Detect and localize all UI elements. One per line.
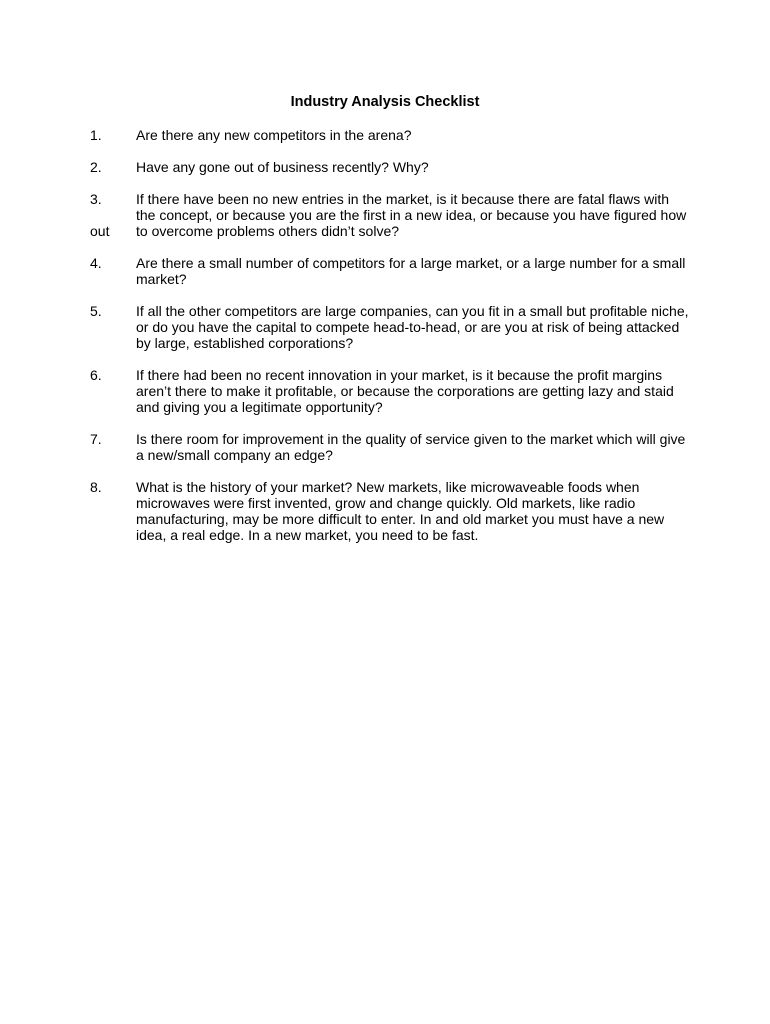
item-text: Is there room for improvement in the quality of service given to the market which will give a new/small company an edge? — [136, 431, 686, 463]
checklist-item-8 — [90, 479, 690, 543]
checklist-item-3 — [90, 191, 690, 239]
checklist-item-4 — [90, 255, 690, 287]
item-number: 3. — [90, 191, 102, 207]
item-text: Are there any new competitors in the arena? — [136, 127, 412, 143]
item-text: If all the other competitors are large companies, can you fit in a small but profitable niche, or do you have the capital to compete head-to-head, or are you at risk of being attacked by large, established corporations? — [136, 303, 689, 351]
checklist-item-5 — [90, 303, 690, 351]
checklist-item-6 — [90, 367, 690, 415]
item-number: 6. — [90, 367, 102, 383]
checklist-item-1 — [90, 127, 690, 143]
item-number: 7. — [90, 431, 102, 447]
item-text: If there have been no new entries in the market, is it because there are fatal flaws with the concept, or because you are the first in a new idea, or because you have figured how to overcome problems others didn’t solve? — [136, 191, 687, 239]
item-text: What is the history of your market? New markets, like microwaveable foods when microwaves were first invented, grow and change quickly. Old markets, like radio manufacturing, may be more difficult to enter. In and old market you must have a new idea, a real edge. In a new market, you need to be fast. — [136, 479, 665, 543]
checklist-item-2 — [90, 159, 690, 175]
document-title: Industry Analysis Checklist — [290, 94, 480, 110]
item-number: 2. — [90, 159, 102, 175]
checklist-item-7 — [90, 431, 690, 463]
item-text: Have any gone out of business recently? Why? — [136, 159, 429, 175]
item-text: Are there a small number of competitors for a large market, or a large number for a small market? — [136, 255, 686, 287]
item-number: 5. — [90, 303, 102, 319]
item-number: 8. — [90, 479, 102, 495]
checklist — [90, 127, 690, 559]
item-number: 1. — [90, 127, 102, 143]
item-number: 4. — [90, 255, 102, 271]
item-text: If there had been no recent innovation in your market, is it because the profit margins aren’t there to make it profitable, or because the corporations are getting lazy and staid and giving you a legitimate opportunity? — [136, 367, 674, 415]
margin-word: out — [90, 223, 110, 239]
